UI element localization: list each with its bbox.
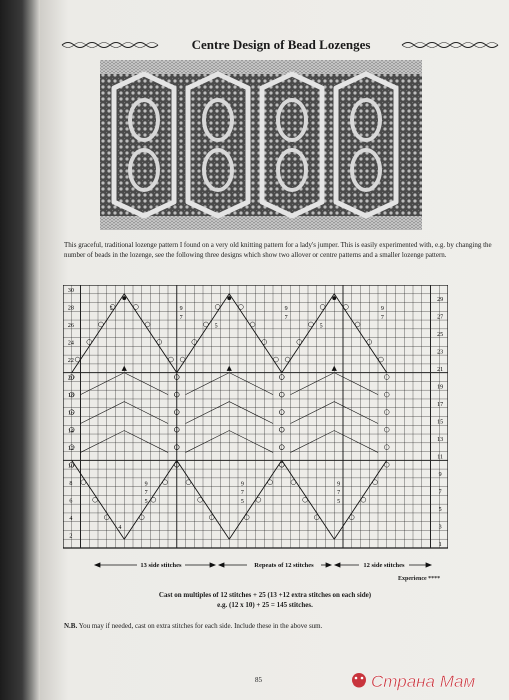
repeats-label: Repeats of 12 stitches — [254, 562, 314, 569]
bead-symbol — [332, 296, 336, 300]
title-row — [60, 36, 500, 54]
page-title: Centre Design of Bead Lozenges — [191, 37, 371, 52]
stitch-count: 9 — [337, 481, 341, 488]
nota-bene — [64, 621, 494, 631]
yarn-over-symbol — [343, 304, 348, 309]
row-number-right: 13 — [437, 437, 444, 444]
row-number-left: 4 — [69, 515, 73, 522]
yarn-over-symbol — [320, 304, 325, 309]
row-number-right: 15 — [437, 419, 444, 426]
stitch-count: 5 — [319, 323, 323, 330]
row-number-left: 2 — [69, 533, 73, 540]
yarn-over-symbol — [81, 480, 86, 485]
stitch-count: 7 — [144, 490, 148, 497]
cast-on-line-2: e.g. (12 x 10) + 25 = 145 stitches. — [217, 601, 313, 609]
row-number-left: 8 — [69, 480, 73, 487]
cast-on-line-1: Cast on multiples of 12 stitches + 25 (13 +12 extra stitches on each side) — [158, 591, 372, 599]
stitch-count: 5 — [214, 323, 218, 330]
stitch-count: 7 — [380, 314, 384, 321]
yarn-over-symbol — [285, 357, 290, 362]
row-number-left: 30 — [67, 288, 74, 295]
nb-label: N.B. — [64, 622, 78, 630]
bead-symbol — [227, 296, 231, 300]
knitting-chart — [63, 285, 448, 550]
row-number-right: 1 — [438, 542, 442, 549]
yarn-over-symbol — [378, 357, 383, 362]
stitch-count: 9 — [179, 305, 183, 312]
yarn-over-symbol — [256, 497, 261, 502]
stitch-count: 7 — [337, 490, 341, 497]
yarn-over-symbol — [273, 357, 278, 362]
row-number-right: 5 — [438, 507, 442, 514]
decrease-symbol — [122, 366, 127, 371]
yarn-over-symbol — [180, 357, 185, 362]
yarn-over-symbol — [98, 322, 103, 327]
yarn-over-symbol — [268, 480, 273, 485]
yarn-over-symbol — [303, 497, 308, 502]
knitted-lace-photo — [100, 60, 422, 230]
yarn-over-symbol — [151, 497, 156, 502]
stitch-count: 5 — [240, 498, 244, 505]
yarn-over-symbol — [93, 497, 98, 502]
row-number-left: 14 — [67, 428, 74, 435]
stitch-count: 7 — [179, 314, 183, 321]
stitch-count: 4 — [118, 525, 122, 532]
yarn-over-symbol — [186, 480, 191, 485]
cast-on-instructions — [110, 590, 420, 610]
stitch-count: 5 — [109, 305, 113, 312]
right-side-label: 12 side stitches — [363, 562, 405, 569]
yarn-over-symbol — [163, 480, 168, 485]
stitch-count: 9 — [144, 481, 148, 488]
row-number-left: 12 — [67, 445, 74, 452]
yarn-over-symbol — [373, 480, 378, 485]
yarn-over-symbol — [198, 497, 203, 502]
yarn-over-symbol — [75, 357, 80, 362]
yarn-over-symbol — [355, 322, 360, 327]
nb-text: You may if needed, cast on extra stitches for each side. Include these in the above sum. — [77, 622, 323, 630]
stitch-count: 7 — [284, 314, 288, 321]
row-number-left: 22 — [67, 358, 74, 365]
row-number-right: 9 — [438, 472, 442, 479]
row-number-right: 23 — [437, 349, 444, 356]
ornament-right — [400, 40, 500, 50]
yarn-over-symbol — [133, 304, 138, 309]
stitch-count: 9 — [380, 305, 384, 312]
row-number-left: 26 — [67, 323, 74, 330]
stitch-count: 9 — [240, 481, 244, 488]
stitch-count: 9 — [284, 305, 288, 312]
row-number-left: 28 — [67, 305, 74, 312]
left-side-label: 13 side stitches — [140, 562, 182, 569]
row-number-left: 18 — [67, 393, 74, 400]
yarn-over-symbol — [203, 322, 208, 327]
bead-symbol — [122, 296, 126, 300]
row-number-left: 24 — [67, 340, 74, 347]
row-number-right: 29 — [437, 296, 444, 303]
yarn-over-symbol — [168, 357, 173, 362]
decrease-symbol — [227, 366, 232, 371]
row-number-right: 7 — [438, 489, 442, 496]
row-number-left: 10 — [67, 463, 74, 470]
experience-rating: Experience **** — [398, 576, 441, 582]
yarn-over-symbol — [308, 322, 313, 327]
row-number-left: 6 — [69, 498, 73, 505]
intro-paragraph: This graceful, traditional lozenge pattern I found on a very old knitting pattern for a lady's jumper. This is easily experimented with, e.g. by changing the number of beads in the lozenge, see the following three designs which show two allover or centre patterns and a smaller lozenge pattern. — [64, 241, 492, 259]
yarn-over-symbol — [291, 480, 296, 485]
yarn-over-symbol — [250, 322, 255, 327]
site-watermark — [345, 668, 505, 696]
yarn-over-symbol — [215, 304, 220, 309]
page-number: 85 — [255, 676, 262, 684]
ornament-left — [60, 40, 160, 50]
stitch-count: 7 — [240, 490, 244, 497]
stitch-section-arrows — [63, 553, 448, 577]
row-number-right: 11 — [437, 454, 444, 461]
row-number-right: 25 — [437, 331, 444, 338]
watermark-text: Страна Мам — [371, 672, 476, 691]
row-number-left: 20 — [67, 375, 74, 382]
row-number-right: 21 — [437, 366, 444, 373]
row-number-right: 3 — [438, 524, 442, 531]
decrease-symbol — [332, 366, 337, 371]
row-number-right: 19 — [437, 384, 444, 391]
row-number-right: 17 — [437, 401, 444, 408]
row-number-left: 16 — [67, 410, 74, 417]
yarn-over-symbol — [238, 304, 243, 309]
chart-grid — [63, 285, 448, 548]
stitch-count: 5 — [144, 498, 148, 505]
stitch-count: 5 — [337, 498, 341, 505]
yarn-over-symbol — [361, 497, 366, 502]
yarn-over-symbol — [145, 322, 150, 327]
row-number-right: 27 — [437, 314, 444, 321]
book-binding-gutter — [0, 0, 40, 700]
